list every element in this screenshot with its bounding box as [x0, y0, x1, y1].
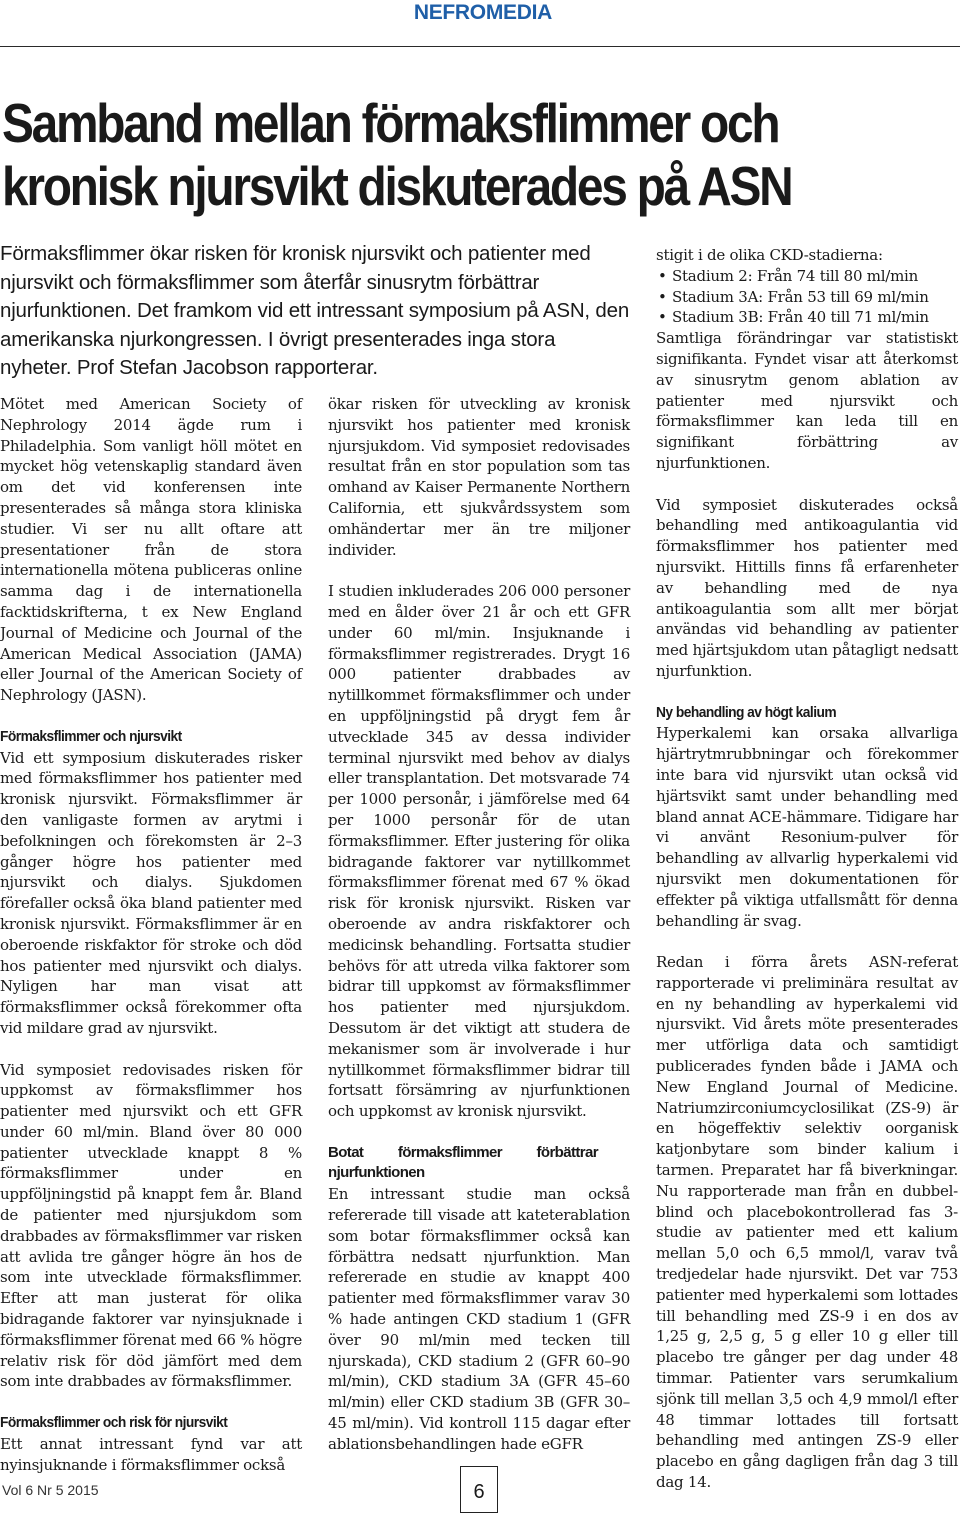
section-heading: Förmaksflimmer och risk för njursvikt: [0, 1414, 228, 1432]
list-item: • Stadium 3B: Från 40 till 71 ml/min: [656, 307, 958, 328]
ckd-stage-list: [656, 266, 958, 328]
paragraph: Vid symposiet redovisades risken för uppkomst av förmaksflimmer hos patienter med njursvikt och ett GFR under 60 ml/min. Bland över 80 000 patienter utvecklade knappt 8 % förmaksflimmer under en uppföljningstid på knappt fem år. Bland de patienter med njursjukdom som drabbades av förmaksflimmer var risken att avlida tre gånger högre än hos de som inte utvecklade förmaksflimmer. Efter att man justerat för olika bidragande faktorer var nyinsjuknade i förmaksflimmer förenat med 66 % högre relativ risk för död jämfört med dem som inte drabbades av förmaksflimmer.: [0, 1060, 302, 1391]
paragraph: Mötet med American Society of Nephrology 2014 ägde rum i Philadelphia. Som vanligt höll mötet en mycket hög vetenskaplig standard även om det vid konferensen inte presenterades så många stora kliniska studier. Vi ser nu allt oftare att presentationer från de stora internationella mötena publiceras online samma dag i de internationella facktidskrifterna, t ex New England Journal of Medicine och Journal of the American Medical Association (JAMA) eller Journal of the American Society of Nephrology (JASN).: [0, 395, 302, 705]
column-1: [0, 394, 302, 1475]
headline-line-2: kronisk njursvikt diskuterades på ASN: [2, 155, 792, 217]
list-item: • Stadium 2: Från 74 till 80 ml/min: [656, 266, 958, 287]
paragraph: Hyperkalemi kan orsaka allvarliga hjärtrytmrubbningar och förekommer inte bara vid njursvikt utan också vid hjärtsvikt samt under behandling med bland annat ACE-hämmare. Tidigare har vi använt Resonium-pulver för behandling av allvarlig hyperkalemi vid njursvikt men dokumentationen för effekter på viktiga utfallsmått för denna behandling är svag.: [656, 724, 958, 930]
article-lead: Förmaksflimmer ökar risken för kronisk njursvikt och patienter med njursvikt och förmaksflimmer som återfår sinusrytm förbättrar njurfunktionen. Det framkom vid ett intressant symposium på ASN, den amerikanska njurkongressen. I övrigt presenterades inga stora nyheter. Prof Stefan Jacobson rapporterar.: [0, 242, 630, 379]
column-3: [656, 245, 958, 1493]
paragraph: Redan i förra årets ASN-referat rapporterade vi preliminära resultat av en ny behandling av hyperkalemi vid njursvikt. Vid årets möte presenterades mer utförliga data och samtidigt publicerades fynden både i JAMA och New England Journal of Medicine. Natriumzirconiumcyclosilikat (ZS-9) är en högeffektiv selektiv oorganisk katjonbytare som binder kalium i tarmen. Preparatet har få biverkningar. Nu rapporterade man från en dubbel-blind och placebokontrollerad fas 3-studie av patienter med ett kalium mellan 5,0 och 6,5 mmol/l, varav två tredjedelar hade njursvikt. Det var 753 patienter med hyperkalemi som lottades till behandling med ZS-9 i en dos av 1,25 g, 2,5 g, 5 g eller 10 g eller till placebo tre gånger per dag under 48 timmar. Patienter vars serumkalium sjönk till mellan 3,5 och 4,9 mmol/l efter 48 timmar lottades till fortsatt behandling med antingen ZS-9 eller placebo en gång dagligen från dag 3 till dag 14.: [656, 953, 958, 1492]
paragraph: Vid ett symposium diskuterades risker med förmaksflimmer hos patienter med kronisk njursvikt. Förmaksflimmer är den vanligaste formen av arytmi i befolkningen och förekomsten är 2–3 gånger högre hos patienter med njursvikt och dialys. Sjukdomen förefaller också öka bland patienter med kronisk njursvikt. Förmaksflimmer är en oberoende riskfaktor för stroke och död hos patienter med njursvikt och dialys. Nyligen har man visat att förmaksflimmer också förekommer ofta vid mildare grad av njursvikt.: [0, 748, 302, 1037]
paragraph: ökar risken för utveckling av kronisk njursvikt hos patienter med kronisk njursjukdom. Vid symposiet redovisades resultat från en stor population som tas omhand av Kaiser Permanente Northern California, ett sjukvårdssystem som omhändertar mer än tre miljoner individer.: [328, 395, 630, 559]
list-item: • Stadium 3A: Från 53 till 69 ml/min: [656, 287, 958, 308]
headline-line-1: Samband mellan förmaksflimmer och: [2, 92, 779, 154]
column-2: [328, 394, 630, 1455]
paragraph: Ett annat intressant fynd var att nyinsjuknande i förmaksflimmer också: [0, 1434, 302, 1474]
paragraph: Samtliga förändringar var statistiskt signifikanta. Fyndet visar att återkomst av sinusrytm genom ablation av patienter med njursvikt och förmaksflimmer kan leda till en signifikant förbättring av njurfunktionen.: [656, 329, 958, 472]
issue-label: Vol 6 Nr 5 2015: [2, 1482, 99, 1498]
magazine-brand: NEFROMEDIA: [413, 1, 552, 24]
paragraph: I studien inkluderades 206 000 personer med en ålder över 21 år och ett GFR under 60 ml/min. Insjuknande i förmaksflimmer registrerades. Drygt 16 000 patienter drabbades av nytillkommet förmaksflimmer och under en uppföljningstid på drygt fem år utvecklade 345 av dessa individer terminal njursvikt med behov av dialys eller transplantation. Det motsvarade 74 per 1000 personår, i jämförelse med 64 per 1000 personår för de utan förmaksflimmer. Efter justering för olika bidragande faktorer var nytillkommet förmaksflimmer förenat med 67 % ökad risk för kronisk njursvikt. Risken var oberoende av andra riskfaktorer och medicinsk behandling. Fortsatta studier behövs för att utreda vilka faktorer som bidrar till uppkomst av förmaksflimmer hos patienter med njursjukdom. Dessutom är det viktigt att studera de mekanismer som är involverade i hur nytillkommet förmaksflimmer bidrar till fortsatt försämring av njurfunktionen och uppkomst av kronisk njursvikt.: [328, 582, 630, 1121]
header-rule: [0, 46, 960, 47]
section-heading: Botat förmaksflimmer förbättrar njurfunktionen: [328, 1143, 598, 1182]
paragraph: En intressant studie man också refererade till visade att kateterablation som botar förmaksflimmer också kan förbättra nedsatt njurfunktion. Man refererade en studie av knappt 400 patienter med förmaksflimmer varav 30 % hade antingen CKD stadium 1 (GFR över 90 ml/min med tecken till njurskada), CKD stadium 2 (GFR 60–90 ml/min), CKD stadium 3A (GFR 45–60 ml/min) eller CKD stadium 3B (GFR 30–45 ml/min). Vid kontroll 115 dagar efter ablationsbehandlingen hade eGFR: [328, 1185, 630, 1453]
section-heading: Förmaksflimmer och njursvikt: [0, 727, 182, 745]
paragraph: Vid symposiet diskuterades också behandling med antikoagulantia vid förmaksflimmer hos patienter med njursvikt. Hittills finns få erfarenheter av behandling med de nya antikoagulantia som allt mer börjat användas vid behandling av patienter med hjärtsjukdom utan påtagligt nedsatt njurfunktion.: [656, 495, 958, 680]
section-heading: Ny behandling av högt kalium: [656, 703, 837, 721]
article-headline: [2, 92, 835, 218]
paragraph: stigit i de olika CKD-stadierna:: [656, 246, 883, 264]
page-number: 6: [460, 1466, 498, 1513]
